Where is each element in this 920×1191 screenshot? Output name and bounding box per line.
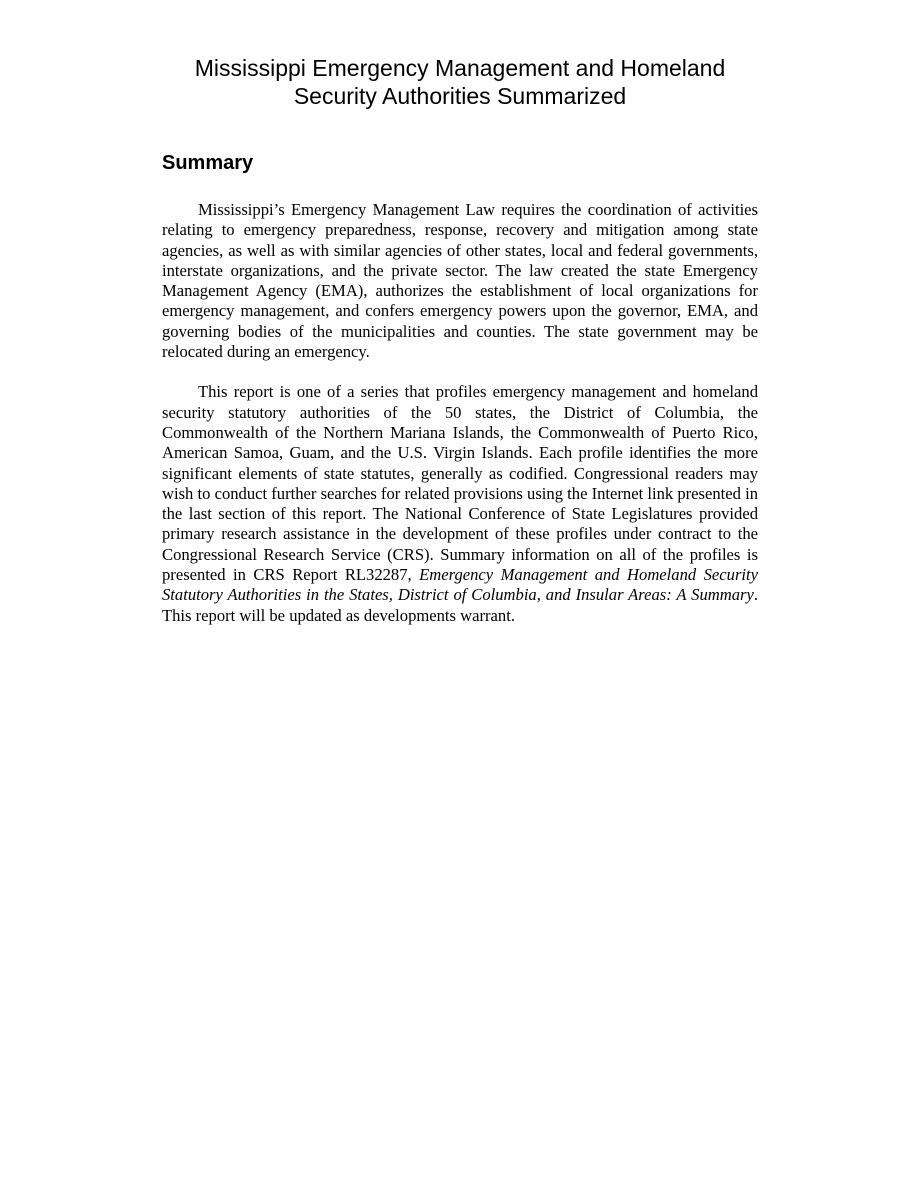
title-line-2: Security Authorities Summarized [293, 83, 627, 109]
paragraph-2-text-start: This report is one of a series that profiles emergency management and homeland security statutory authorities of the 50 states, the District of Columbia, the Commonwealth of the Northern Mariana Islands, the Commonwealth of Puerto Rico, American Samoa, Guam, and the U.S. Virgin Islands. Each profile identifies the more significant elements of state statutes, generally as codified. Congressional readers may wish to conduct further searches for related provisions using the Internet link presented in the last section of this report. The National Conference of State Legislatures provided primary research assistance in the development of these profiles under contract to the Congressional Research Service (CRS). Summary information on all of the profiles is presented in CRS Report RL32287, [162, 382, 758, 585]
summary-paragraph-2 [162, 382, 758, 626]
document-title [162, 54, 758, 110]
title-line-1: Mississippi Emergency Management and Homeland [194, 55, 726, 81]
report-title-italic: Emergency Management and Homeland Security Statutory Authorities in the States, District of Columbia, and Insular Areas: A Summary [162, 565, 758, 605]
document-page [162, 54, 758, 626]
paragraph-2-text-end: . This report will be updated as developments warrant. [162, 585, 758, 625]
summary-paragraph-1: Mississippi’s Emergency Management Law requires the coordination of activities relating to emergency preparedness, response, recovery and mitigation among state agencies, as well as with similar agencies of other states, local and federal governments, interstate organizations, and the private sector. The law created the state Emergency Management Agency (EMA), authorizes the establishment of local organizations for emergency management, and confers emergency powers upon the governor, EMA, and governing bodies of the municipalities and counties. The state government may be relocated during an emergency. [162, 200, 758, 362]
summary-heading: Summary [162, 152, 254, 174]
